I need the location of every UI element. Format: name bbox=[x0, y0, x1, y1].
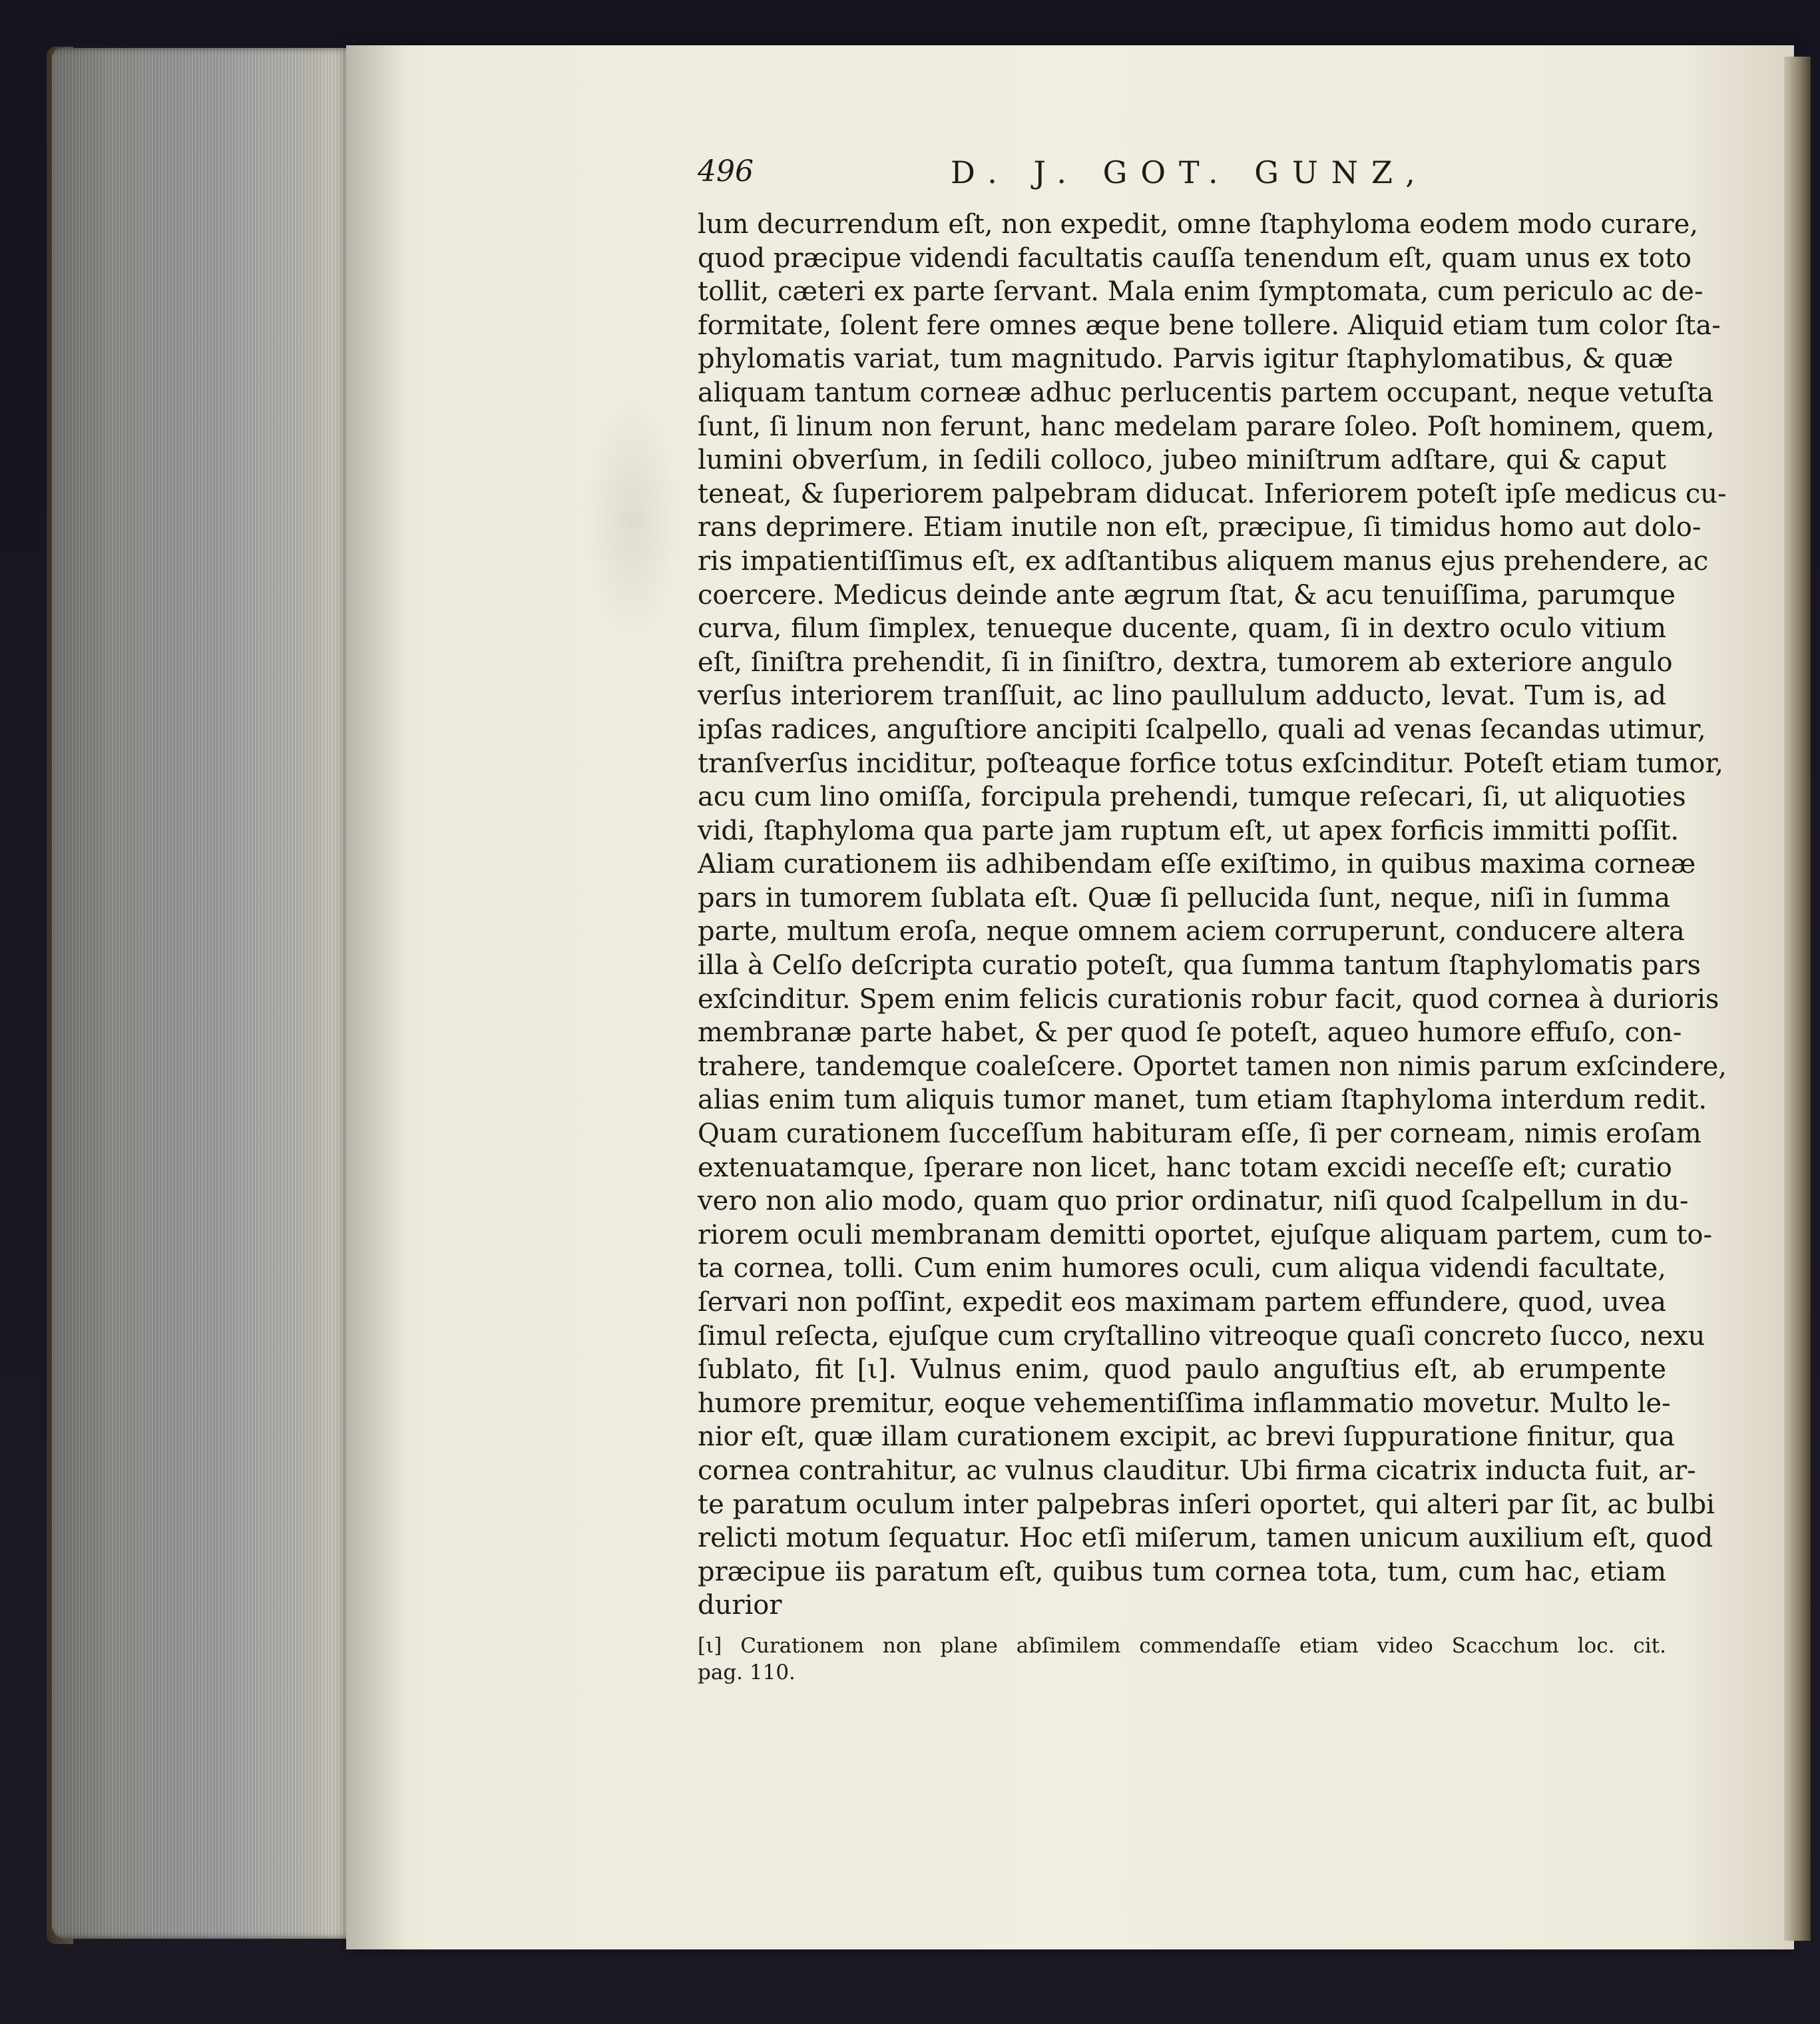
text-line: eſt, ſiniſtra prehendit, ſi in ſiniſtro, dextra, tumorem ab exteriore angulo bbox=[698, 646, 1673, 678]
page-header bbox=[698, 154, 1670, 201]
text-line: præcipue iis paratum eſt, quibus tum cornea tota, tum, cum hac, etiam bbox=[698, 1556, 1666, 1587]
book-page-edges bbox=[52, 48, 358, 1939]
text-line: ris impatientiſſimus eſt, ex adſtantibus aliquem manus ejus prehendere, ac bbox=[698, 545, 1709, 577]
book-right-edge bbox=[1784, 57, 1811, 1941]
gutter-shadow bbox=[346, 45, 406, 1949]
text-line: ſublato, fit [ι]. Vulnus enim, quod paulo anguſtius eſt, ab erumpente bbox=[698, 1354, 1666, 1386]
text-line: coercere. Medicus deinde ante ægrum ſtat, & acu tenuiſſima, parumque bbox=[698, 579, 1676, 611]
text-line: illa à Celſo deſcripta curatio poteſt, qua ſumma tantum ſtaphylomatis pars bbox=[698, 950, 1701, 981]
text-line: lum decurrendum eſt, non expedit, omne ſtaphyloma eodem modo curare, bbox=[698, 209, 1698, 240]
footnote bbox=[698, 1633, 1666, 1686]
text-line: ta cornea, tolli. Cum enim humores oculi, cum aliqua videndi facultate, bbox=[698, 1253, 1666, 1284]
text-line: formitate, ſolent fere omnes æque bene tollere. Aliquid etiam tum color ſta- bbox=[698, 310, 1721, 341]
text-line: exſcinditur. Spem enim felicis curationis robur facit, quod cornea à durioris bbox=[698, 983, 1719, 1015]
text-line: phylomatis variat, tum magnitudo. Parvis igitur ſtaphylomatibus, & quæ bbox=[698, 344, 1674, 375]
text-line: aliquam tantum corneæ adhuc perlucentis partem occupant, neque vetuſta bbox=[698, 377, 1714, 408]
text-line: membranæ parte habet, & per quod ſe poteſt, aqueo humore effuſo, con- bbox=[698, 1017, 1682, 1049]
footnote-line: [ι] Curationem non plane abſimilem commendaſſe etiam video Scacchum loc. cit. bbox=[698, 1634, 1666, 1658]
text-line: alias enim tum aliquis tumor manet, tum etiam ſtaphyloma interdum redit. bbox=[698, 1085, 1707, 1116]
text-line: riorem oculi membranam demitti oportet, ejuſque aliquam partem, cum to- bbox=[698, 1219, 1712, 1250]
body-text bbox=[698, 208, 1727, 1656]
page-number: 496 bbox=[698, 154, 754, 188]
text-line: vero non alio modo, quam quo prior ordinatur, niſi quod ſcalpellum in du- bbox=[698, 1186, 1689, 1217]
text-line: tranſverſus inciditur, poſteaque forfice totus exſcinditur. Poteſt etiam tumor, bbox=[698, 748, 1723, 779]
text-line: quod præcipue videndi facultatis cauſſa tenendum eſt, quam unus ex toto bbox=[698, 242, 1692, 274]
text-line: cornea contrahitur, ac vulnus clauditur. Ubi firma cicatrix inducta fuit, ar- bbox=[698, 1455, 1696, 1486]
text-line: te paratum oculum inter palpebras inſeri oportet, qui alteri par ſit, ac bulbi bbox=[698, 1489, 1715, 1520]
text-line: relicti motum ſequatur. Hoc etſi miſerum, tamen unicum auxilium eſt, quod bbox=[698, 1523, 1713, 1554]
text-line: tollit, cæteri ex parte ſervant. Mala enim ſymptomata, cum periculo ac de- bbox=[698, 276, 1704, 308]
text-line: acu cum lino omiſſa, forcipula prehendi, tumque reſecari, ſi, ut aliquoties bbox=[698, 782, 1686, 813]
text-line: teneat, & ſuperiorem palpebram diducat. Inferiorem poteſt ipſe medicus cu- bbox=[698, 478, 1727, 509]
text-line: nior eſt, quæ illam curationem excipit, ac brevi ſuppuratione finitur, qua bbox=[698, 1421, 1676, 1453]
text-line: extenuatamque, ſperare non licet, hanc totam excidi neceſſe eſt; curatio bbox=[698, 1152, 1672, 1183]
text-line: humore premitur, eoque vehementiſſima inflammatio movetur. Multo le- bbox=[698, 1388, 1671, 1419]
text-line: pars in tumorem ſublata eſt. Quæ ſi pellucida ſunt, neque, niſi in ſumma bbox=[698, 882, 1671, 913]
text-line: trahere, tandemque coaleſcere. Oportet tamen non nimis parum exſcindere, bbox=[698, 1051, 1727, 1082]
footnote-line: pag. 110. bbox=[698, 1660, 796, 1684]
text-line: ſunt, ſi linum non ferunt, hanc medelam parare ſoleo. Poſt hominem, quem, bbox=[698, 411, 1715, 442]
running-head: D. J. GOT. GUNZ, bbox=[951, 154, 1429, 190]
text-line: rans deprimere. Etiam inutile non eſt, præcipue, ſi timidus homo aut dolo- bbox=[698, 512, 1702, 543]
text-line: parte, multum eroſa, neque omnem aciem corruperunt, conducere altera bbox=[698, 916, 1685, 947]
text-line: verſus interiorem tranſſuit, ac lino paullulum adducto, levat. Tum is, ad bbox=[698, 680, 1666, 712]
text-line: ipſas radices, anguſtiore ancipiti ſcalpello, quali ad venas ſecandas utimur, bbox=[698, 714, 1706, 745]
text-line: vidi, ſtaphyloma qua parte jam ruptum eſt, ut apex forficis immitti poſſit. bbox=[698, 815, 1680, 846]
show-through-ink bbox=[586, 399, 679, 639]
text-line: durior bbox=[698, 1590, 782, 1621]
text-line: Quam curationem ſucceſſum habituram eſſe, ſi per corneam, nimis eroſam bbox=[698, 1119, 1702, 1150]
text-line: ſimul reſecta, ejuſque cum cryſtallino vitreoque quaſi concreto ſucco, nexu bbox=[698, 1320, 1706, 1352]
text-line: ſervari non poſſint, expedit eos maximam partem effundere, quod, uvea bbox=[698, 1287, 1666, 1318]
text-line: lumini obverſum, in ſedili colloco, jubeo miniſtrum adſtare, qui & caput bbox=[698, 445, 1666, 476]
text-line: Aliam curationem iis adhibendam eſſe exiſtimo, in quibus maxima corneæ bbox=[698, 849, 1696, 880]
text-line: curva, filum ſimplex, tenueque ducente, quam, ſi in dextro oculo vitium bbox=[698, 613, 1666, 644]
